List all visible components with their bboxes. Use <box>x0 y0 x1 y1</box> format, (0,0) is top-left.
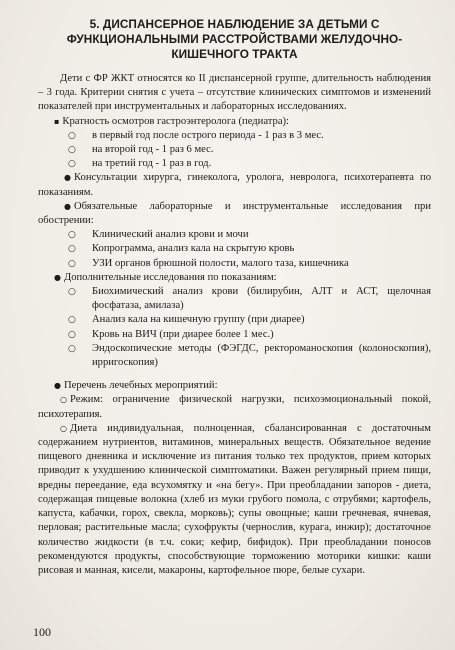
consult-bullet <box>38 171 431 199</box>
circle-bullet-icon: ○ <box>68 329 76 340</box>
circle-bullet-icon: ○ <box>68 343 76 354</box>
dot-bullet-icon: ● <box>54 381 61 391</box>
intro-paragraph: Дети с ФР ЖКТ относятся ко II диспансерной группе, длительность наблюдения – 3 года. Критерии снятия с учета – отсутствие клинических симптомов и изменений показателей при инструментальных и лабораторных исследованиях. <box>38 73 431 113</box>
dot-bullet-icon: ● <box>64 173 71 183</box>
list-item: ○ на второй год - 1 раз 6 мес. <box>38 143 431 157</box>
labs-bullet <box>38 200 431 228</box>
dot-bullet-icon: ● <box>64 201 71 211</box>
circle-bullet-icon: ○ <box>68 315 76 326</box>
extra-list <box>38 285 431 370</box>
circle-bullet-icon: ○ <box>68 145 76 156</box>
diet-paragraph: ○ Диета индивидуальная, полноценная, сбалансированная с достаточным содержанием нутриентов, витаминов, минеральных веществ. Обязательное ведение пищевого дневника и исключение из питания только тех продуктов, прием которых приводит к ухудшению клинической симптоматики. Важен регулярный прием пищи, вредны переедание, еда всухомятку и «на бегу». При преобладании запоров - диета, содержащая пищевые волокна (хлеб из муки грубого помола, с отрубями; картофель, капуста, кабачки, горох, свекла, морковь); супы овощные; каши гречневая, ячневая, перловая; растительные масла; сухофрукты (чернослив, курага, инжир); достаточное количество жидкости (в т.ч. соки; кефир, бифидок). При преобладании поносов рекомендуются продукты, способствующие торможению моторики кишки: каши рисовая и манная, кисели, макароны, картофельное пюре, белые сухари. <box>38 422 431 576</box>
circle-bullet-icon: ○ <box>68 287 76 298</box>
list-item: ○ Копрограмма, анализ кала на скрытую кровь <box>38 242 431 256</box>
circle-bullet-icon: ○ <box>68 230 76 241</box>
list-item: ○ Кровь на ВИЧ (при диарее более 1 мес.) <box>38 328 431 342</box>
treatment-title: Перечень лечебных мероприятий: <box>63 380 218 392</box>
exam-list <box>38 129 431 172</box>
list-item: ○ УЗИ органов брюшной полости, малого таза, кишечника <box>38 257 431 271</box>
exam-title: Кратность осмотров гастроэнтеролога (педиатра): <box>62 115 289 127</box>
labs-title: Обязательные лабораторные и инструментальные исследования при обострении: <box>38 200 431 227</box>
square-bullet-icon: ▪ <box>54 116 60 126</box>
dot-bullet-icon: ● <box>54 272 61 282</box>
list-item: ○ Клинический анализ крови и мочи <box>38 228 431 242</box>
list-item: ○ Анализ кала на кишечную группу (при диарее) <box>38 313 431 327</box>
consult-text: Консультации хирурга, гинеколога, уролога, невролога, психотерапевта по показаниям. <box>38 172 431 198</box>
circle-bullet-icon: ○ <box>68 159 76 170</box>
circle-bullet-icon: ○ <box>68 130 76 141</box>
section-heading: 5. ДИСПАНСЕРНОЕ НАБЛЮДЕНИЕ ЗА ДЕТЬМИ С ФУНКЦИОНАЛЬНЫМИ РАССТРОЙСТВАМИ ЖЕЛУДОЧНО-КИШЕЧНОГО ТРАКТА <box>66 17 403 61</box>
page-number: 100 <box>33 625 51 639</box>
exam-bullet <box>38 115 431 129</box>
extra-title: Дополнительные исследования по показаниям: <box>63 271 277 283</box>
circle-bullet-icon: ○ <box>60 395 67 405</box>
list-item: ○ на третий год - 1 раз в год. <box>38 157 431 171</box>
spacer <box>38 370 431 379</box>
list-item: ○ Биохимический анализ крови (билирубин, АЛТ и АСТ, щелочная фосфатаза, амилаза) <box>68 286 431 312</box>
circle-bullet-icon: ○ <box>68 258 76 269</box>
list-item: ○ в первый год после острого периода - 1 раз в 3 мес. <box>38 129 431 143</box>
circle-bullet-icon: ○ <box>60 423 67 433</box>
list-item: ○ Эндоскопические методы (ФЭГДС, ректороманоскопия (колоноскопия), ирригоскопия) <box>68 342 431 369</box>
extra-bullet <box>38 271 431 285</box>
treatment-bullet <box>38 379 431 393</box>
labs-list <box>38 228 431 271</box>
circle-bullet-icon: ○ <box>68 244 76 255</box>
regime-paragraph: ○ Режим: ограничение физической нагрузки, психоэмоциональный покой, психотерапия. <box>38 394 431 420</box>
